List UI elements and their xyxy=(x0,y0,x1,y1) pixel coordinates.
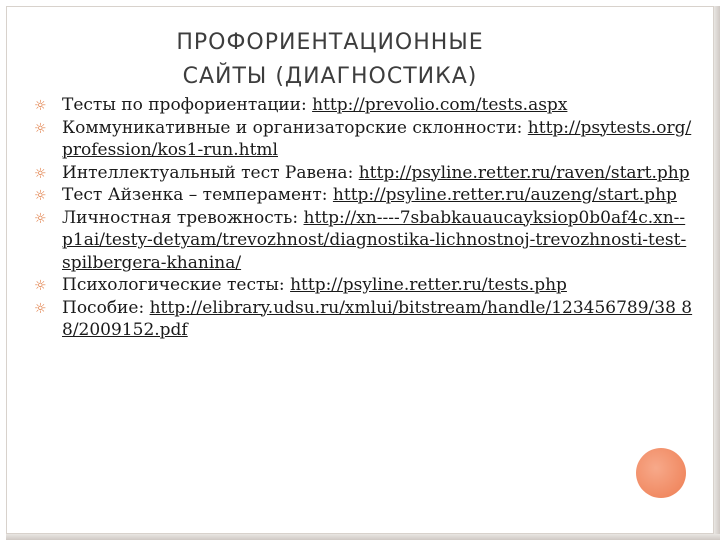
item-link[interactable]: http://psyline.retter.ru/tests.php xyxy=(290,275,567,295)
list-item xyxy=(34,297,694,342)
item-link[interactable]: http://psyline.retter.ru/raven/start.php xyxy=(358,162,690,183)
item-link[interactable]: http://xn----7sbabkauaucayksiop0b0af4c.xn--p1ai/testy-detyam/trevozhnost/diagnostika-lichnostnoj-trevozhnosti-test-spilbergera-khanina/ xyxy=(62,207,687,273)
item-label: Психологические тесты: xyxy=(62,275,291,295)
bullet-list xyxy=(34,94,694,342)
item-label: Интеллектуальный тест Равена: xyxy=(62,162,359,183)
sun-icon: ☼ xyxy=(34,188,47,204)
slide-title xyxy=(60,26,600,94)
slide-title-line-1: ПРОФОРИЕНТАЦИОННЫЕ xyxy=(176,30,484,55)
list-item xyxy=(34,274,694,297)
item-label: Тест Айзенка – темперамент: xyxy=(62,185,333,205)
sun-icon: ☼ xyxy=(34,300,47,317)
item-link[interactable]: http://prevolio.com/tests.aspx xyxy=(312,95,568,115)
slide-shadow-bottom xyxy=(6,534,720,540)
item-label: Пособие: xyxy=(62,297,150,318)
sun-icon: ☼ xyxy=(34,98,47,114)
list-item xyxy=(34,184,694,207)
decorative-circle xyxy=(636,448,686,498)
item-label: Тесты по профориентации: xyxy=(62,95,313,115)
slide-shadow-right xyxy=(714,6,720,534)
item-link[interactable]: http://elibrary.udsu.ru/xmlui/bitstream/handle/123456789/38 88/2009152.pdf xyxy=(62,297,693,340)
item-label: Личностная тревожность: xyxy=(62,207,304,228)
item-label: Коммуникативные и организаторские склонности: xyxy=(62,117,528,138)
slide-title-line-2: САЙТЫ (ДИАГНОСТИКА) xyxy=(182,64,478,89)
sun-icon: ☼ xyxy=(34,210,47,227)
sun-icon: ☼ xyxy=(34,165,47,182)
item-link[interactable]: http://psytests.org/profession/kos1-run.html xyxy=(62,117,692,160)
list-item xyxy=(34,94,694,117)
list-item xyxy=(34,162,694,185)
sun-icon: ☼ xyxy=(34,278,47,294)
sun-icon: ☼ xyxy=(34,120,47,137)
list-item xyxy=(34,207,694,275)
item-link[interactable]: http://psyline.retter.ru/auzeng/start.php xyxy=(332,185,677,205)
list-item xyxy=(34,117,694,162)
